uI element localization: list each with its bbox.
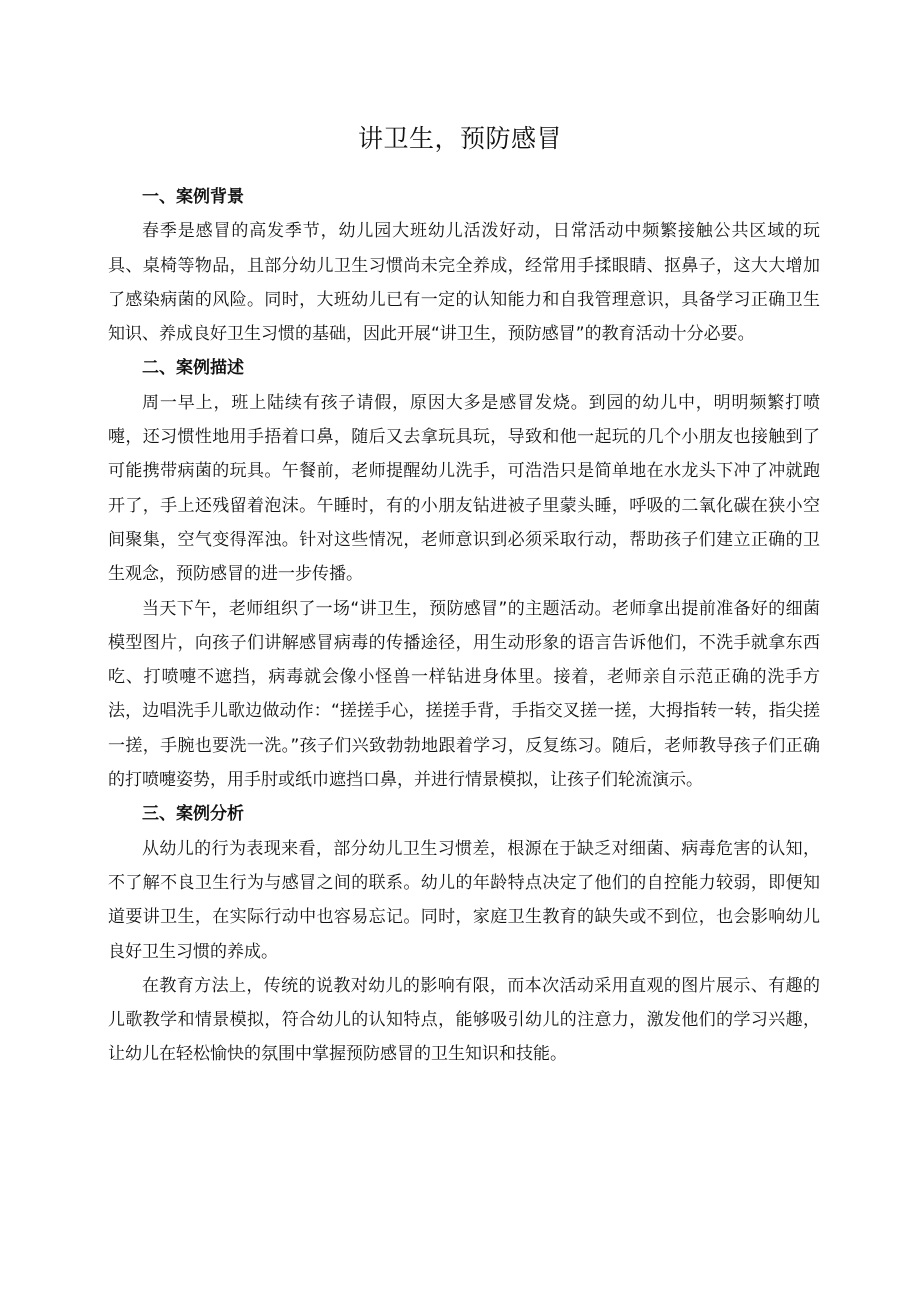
section-background: [108, 180, 820, 351]
paragraph: 从幼儿的行为表现来看，部分幼儿卫生习惯差，根源在于缺乏对细菌、病毒危害的认知，不了解不良卫生行为与感冒之间的联系。幼儿的年龄特点决定了他们的自控能力较弱，即便知道要讲卫生，在实际行动中也容易忘记。同时，家庭卫生教育的缺失或不到位，也会影响幼儿良好卫生习惯的养成。: [108, 838, 820, 962]
section-analysis: [108, 797, 820, 1071]
section-description: [108, 351, 820, 797]
paragraph: 当天下午，老师组织了一场“讲卫生，预防感冒”的主题活动。老师拿出提前准备好的细菌模型图片，向孩子们讲解感冒病毒的传播途径，用生动形象的语言告诉他们，不洗手就拿东西吃、打喷嚏不遮挡，病毒就会像小怪兽一样钻进身体里。接着，老师亲自示范正确的洗手方法，边唱洗手儿歌边做动作：“搓搓手心，搓搓手背，手指交叉搓一搓，大拇指转一转，指尖搓一搓，手腕也要洗一洗。”孩子们兴致勃勃地跟着学习，反复练习。随后，老师教导孩子们正确的打喷嚏姿势，用手肘或纸巾遮挡口鼻，并进行情景模拟，让孩子们轮流演示。: [108, 598, 820, 791]
paragraph: 春季是感冒的高发季节，幼儿园大班幼儿活泼好动，日常活动中频繁接触公共区域的玩具、桌椅等物品，且部分幼儿卫生习惯尚未完全养成，经常用手揉眼睛、抠鼻子，这大大增加了感染病菌的风险。同时，大班幼儿已有一定的认知能力和自我管理意识，具备学习正确卫生知识、养成良好卫生习惯的基础，因此开展“讲卫生，预防感冒”的教育活动十分必要。: [108, 221, 820, 345]
section-heading: 一、案例背景: [142, 187, 244, 207]
paragraph: 在教育方法上，传统的说教对幼儿的影响有限，而本次活动采用直观的图片展示、有趣的儿歌教学和情景模拟，符合幼儿的认知特点，能够吸引幼儿的注意力，激发他们的学习兴趣，让幼儿在轻松愉快的氛围中掌握预防感冒的卫生知识和技能。: [108, 975, 820, 1065]
document-body: [108, 180, 820, 1072]
section-heading: 二、案例描述: [142, 358, 244, 379]
document-title: 讲卫生，预防感冒: [357, 124, 562, 153]
section-heading: 三、案例分析: [142, 804, 244, 825]
paragraph: 周一早上，班上陆续有孩子请假，原因大多是感冒发烧。到园的幼儿中，明明频繁打喷嚏，还习惯性地用手捂着口鼻，随后又去拿玩具玩，导致和他一起玩的几个小朋友也接触到了可能携带病菌的玩具。午餐前，老师提醒幼儿洗手，可浩浩只是简单地在水龙头下冲了冲就跑开了，手上还残留着泡沫。午睡时，有的小朋友钻进被子里蒙头睡，呼吸的二氧化碳在狭小空间聚集，空气变得浑浊。针对这些情况，老师意识到必须采取行动，帮助孩子们建立正确的卫生观念，预防感冒的进一步传播。: [108, 392, 820, 585]
